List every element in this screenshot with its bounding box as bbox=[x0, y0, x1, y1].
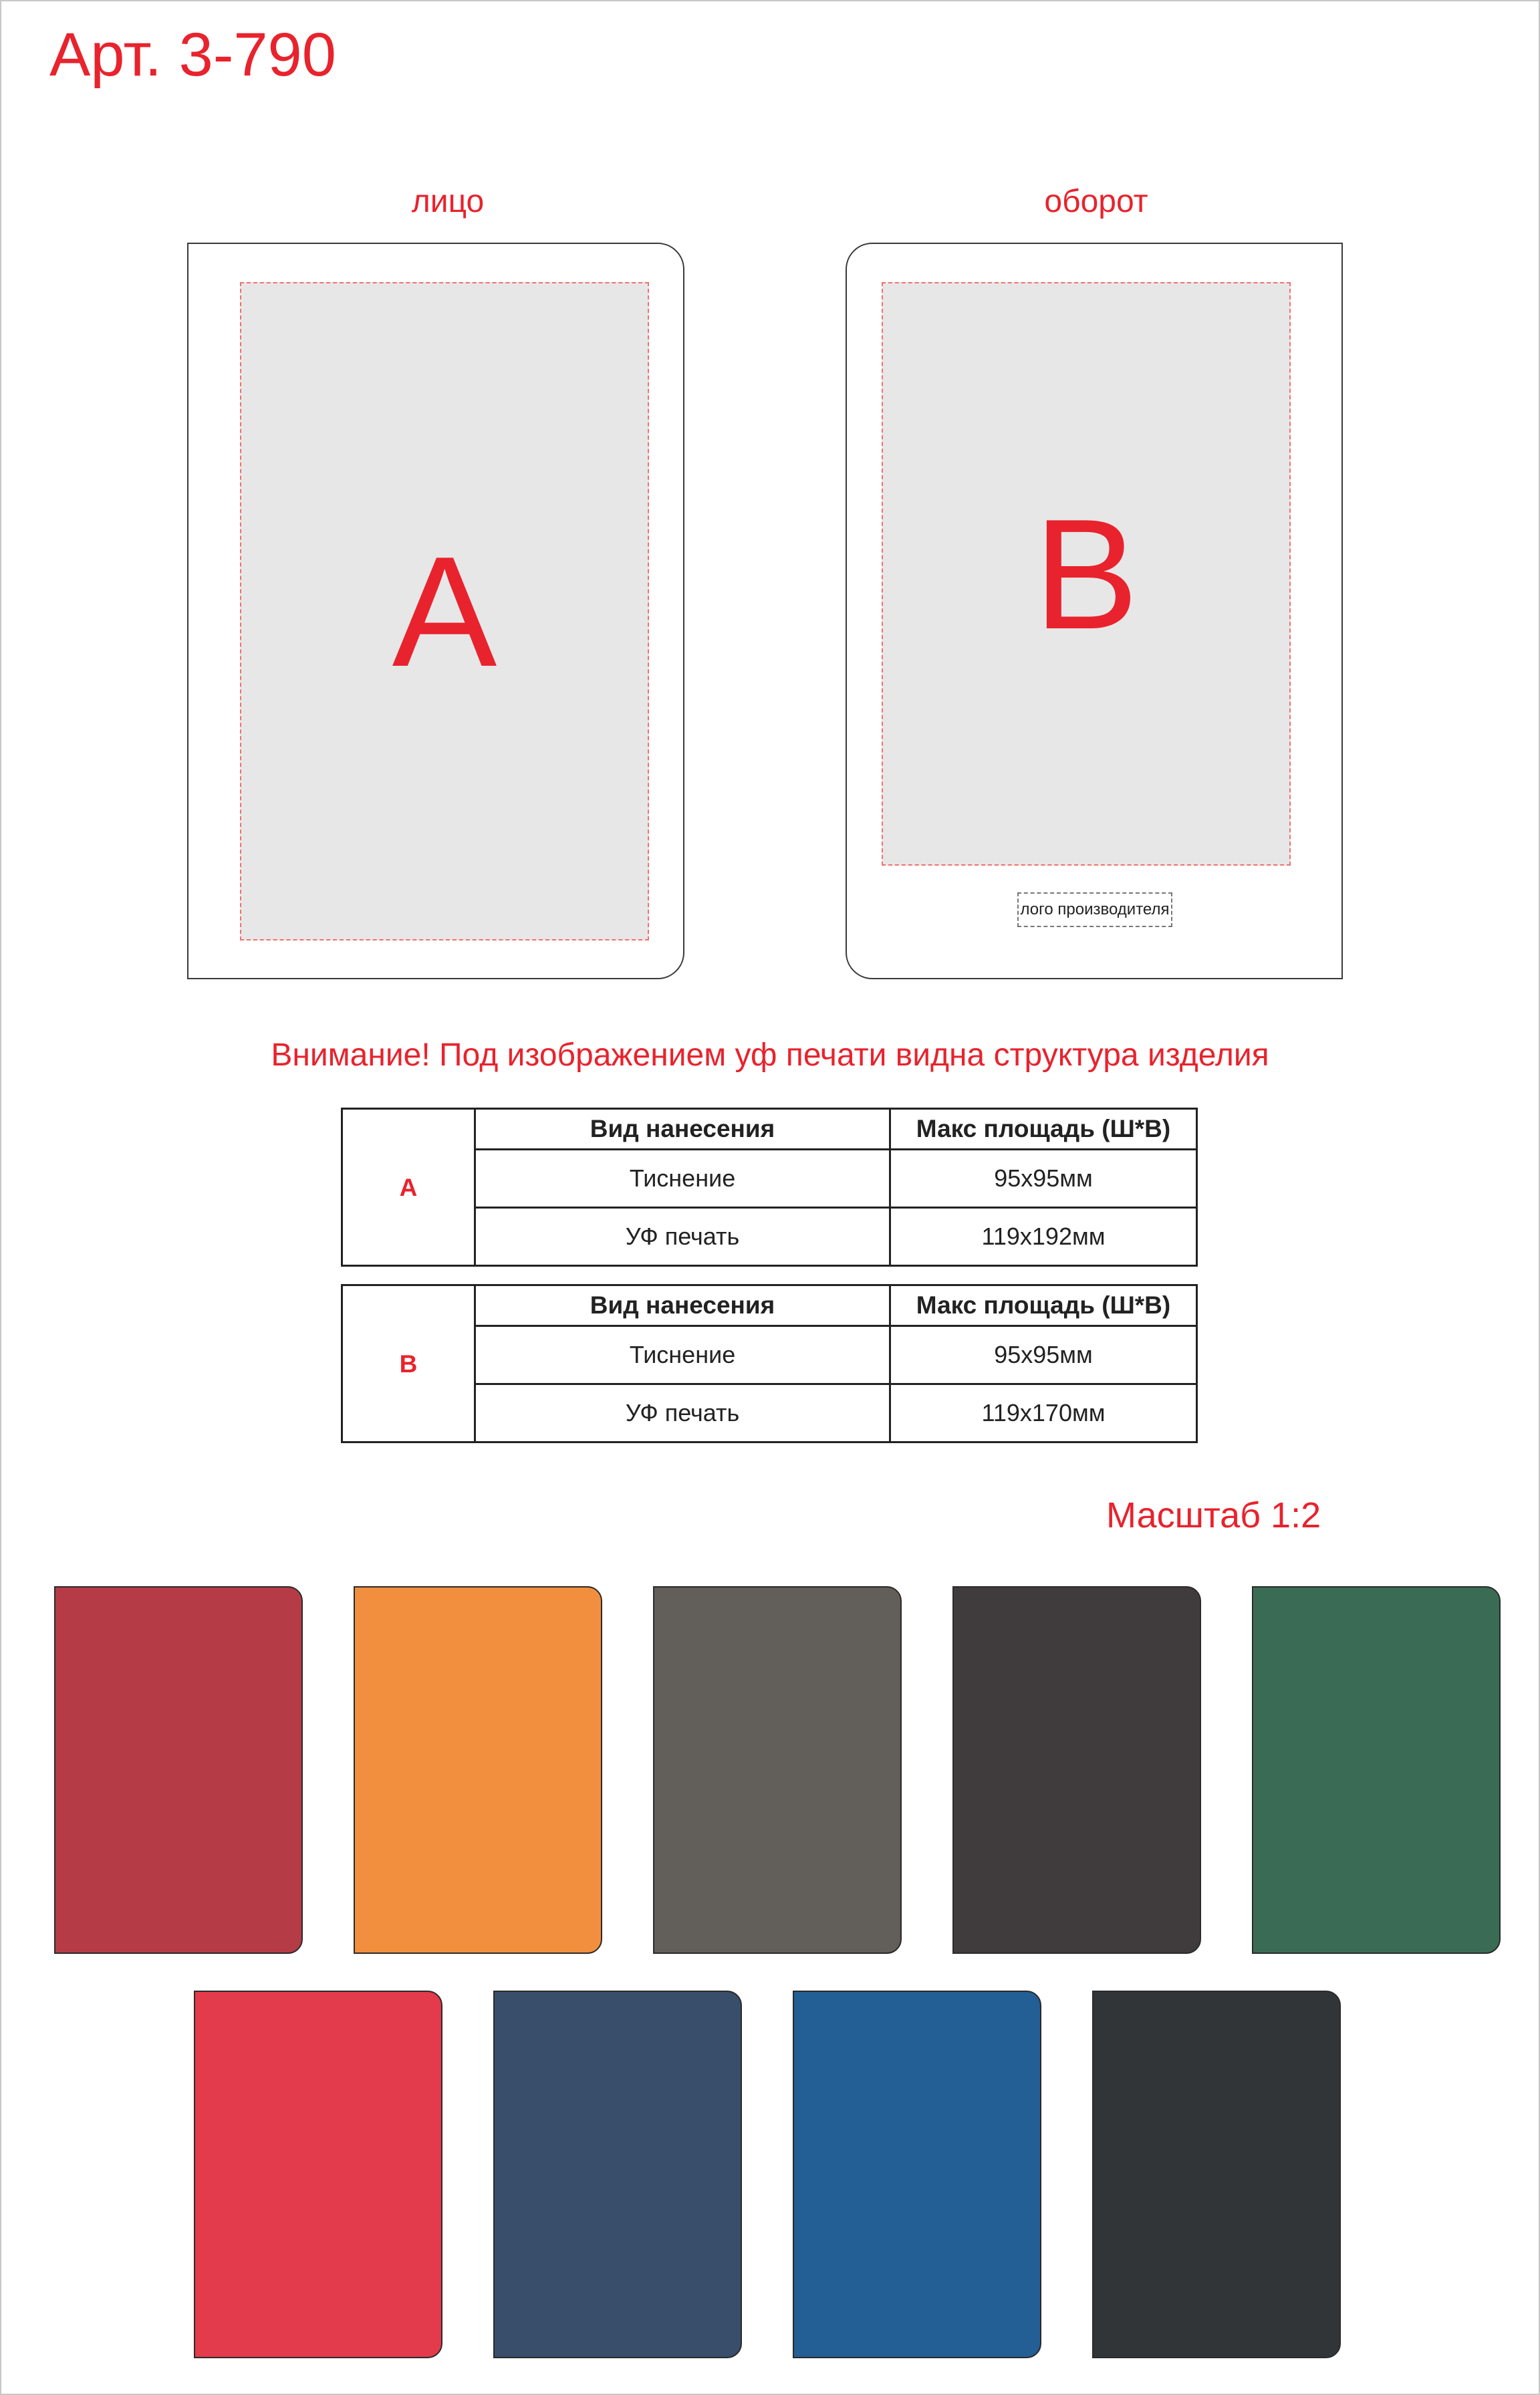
method-cell: УФ печать bbox=[475, 1208, 890, 1266]
back-label: оборот bbox=[1044, 184, 1148, 219]
spec-table-b bbox=[341, 1284, 1198, 1443]
table-zone-letter: A bbox=[342, 1109, 475, 1266]
color-swatch bbox=[54, 1586, 303, 1954]
column-header-method: Вид нанесения bbox=[475, 1109, 890, 1150]
color-swatch bbox=[952, 1586, 1201, 1954]
method-cell: УФ печать bbox=[475, 1384, 890, 1442]
front-print-area bbox=[240, 282, 649, 940]
table-zone-letter: B bbox=[342, 1285, 475, 1442]
color-swatch bbox=[793, 1991, 1041, 2358]
front-label: лицо bbox=[411, 184, 485, 219]
column-header-max-area: Макс площадь (Ш*В) bbox=[890, 1285, 1197, 1326]
area-cell: 95х95мм bbox=[890, 1150, 1197, 1208]
front-zone-letter: A bbox=[392, 523, 497, 699]
color-swatch bbox=[1252, 1586, 1501, 1954]
scale-label: Масштаб 1:2 bbox=[1106, 1495, 1321, 1535]
article-title: Арт. 3-790 bbox=[49, 21, 336, 89]
color-swatch bbox=[194, 1991, 442, 2358]
color-swatch bbox=[493, 1991, 742, 2358]
back-zone-letter: B bbox=[1033, 486, 1139, 662]
back-cover bbox=[846, 243, 1343, 979]
area-cell: 95х95мм bbox=[890, 1326, 1197, 1384]
warning-text: Внимание! Под изображением уф печати видна структура изделия bbox=[271, 1037, 1269, 1073]
area-cell: 119х170мм bbox=[890, 1384, 1197, 1442]
spec-table-a bbox=[341, 1108, 1198, 1267]
column-header-max-area: Макс площадь (Ш*В) bbox=[890, 1109, 1197, 1150]
back-print-area bbox=[882, 282, 1291, 866]
method-cell: Тиснение bbox=[475, 1326, 890, 1384]
column-header-method: Вид нанесения bbox=[475, 1285, 890, 1326]
color-swatch bbox=[354, 1586, 602, 1954]
manufacturer-logo-box: лого производителя bbox=[1017, 892, 1172, 927]
color-swatch bbox=[653, 1586, 902, 1954]
front-cover bbox=[187, 243, 684, 979]
method-cell: Тиснение bbox=[475, 1150, 890, 1208]
area-cell: 119х192мм bbox=[890, 1208, 1197, 1266]
color-swatch bbox=[1092, 1991, 1341, 2358]
